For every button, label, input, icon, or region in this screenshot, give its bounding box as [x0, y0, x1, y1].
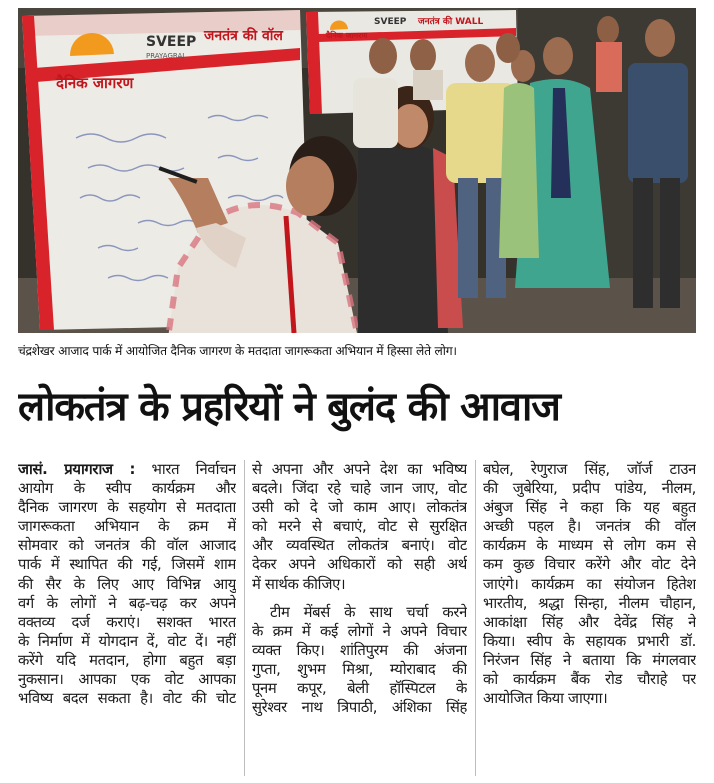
text-line: बदले। जिंदा रहे चाहे जान जाए, वोट	[252, 480, 467, 498]
column-1-opening: भारत निर्वाचन	[135, 461, 236, 478]
text-line: को कार्यक्रम बैंक रोड चौराहे पर	[483, 671, 696, 689]
text-line: उसी को दे जो काम आए। लोकतंत्र	[252, 499, 467, 517]
text-line: बघेल, रेणुराज सिंह, जॉर्ज टाउन	[483, 461, 696, 478]
board-right-brand: दैनिक जागरण	[326, 31, 368, 40]
text-line: की जुबेरिया, प्रदीप पांडेय, नीलम,	[483, 480, 696, 498]
text-line: गुप्ता, शुभम मिश्रा, म्योराबाद की	[252, 660, 467, 678]
text-line: टीम मेंबर्स के साथ चर्चा करने	[270, 603, 467, 621]
text-line: अच्छी पहल है। जनतंत्र की वॉल	[483, 518, 696, 536]
headline: लोकतंत्र के प्रहरियों ने बुलंद की आवाज	[18, 384, 560, 430]
photo-caption: चंद्रशेखर आजाद पार्क में आयोजित दैनिक जागरण के मतदाता जागरूकता अभियान में हिस्सा लेते लोग।	[18, 344, 457, 358]
text-line: के क्रम में कई लोगों ने अपने विचार	[252, 622, 467, 640]
text-line: में सार्थक कीजिए।	[252, 575, 346, 593]
text-line: निरंजन सिंह ने बताया कि मंगलवार	[483, 651, 696, 669]
text-line: के निर्माण में योगदान दें, वोट दें। नहीं	[18, 632, 236, 650]
text-line: व्यक्त किए। शांतिपुरम की अंजना	[252, 641, 467, 659]
text-line: से अपना और अपने देश का भविष्य	[252, 461, 467, 478]
text-line: अंबुज सिंह ने कहा कि यह बहुत	[483, 499, 696, 517]
text-line: पार्क में स्थापित की गई, जिसमें शाम	[18, 556, 236, 574]
text-line: की सैर के लिए आए विभिन्न आयु	[18, 575, 236, 593]
text-line: पूनम कपूर, बेली हॉस्पिटल के	[252, 680, 467, 698]
text-line: कम कुछ विचार करेंगे और वोट देने	[483, 556, 696, 574]
text-line: दैनिक जागरण के सहयोग से मतदाता	[18, 499, 236, 517]
text-line: को मरने से बचाएं, वोट से सुरक्षित	[252, 518, 467, 536]
text-line: और व्यवस्थित लोकतंत्र बनाएं। वोट	[252, 537, 467, 555]
column-divider	[475, 460, 476, 776]
text-line: जागरूकता अभियान के क्रम में	[18, 518, 236, 536]
board-right-sweep: SVEEP	[374, 17, 407, 27]
article-column-1	[18, 460, 236, 778]
news-photo	[18, 8, 696, 333]
text-line: देकर अपने अधिकारों को सही अर्थ	[252, 556, 467, 574]
text-line: आयोजित किया जाएगा।	[483, 690, 608, 708]
text-line: भारतीय, श्रद्धा सिन्हा, नीलम चौहान,	[483, 594, 696, 612]
board-left-wall: जनतंत्र की वॉल	[204, 28, 283, 44]
text-line: सुरेश्वर नाथ त्रिपाठी, अंशिका सिंह	[252, 699, 467, 717]
column-divider	[244, 460, 245, 776]
text-line: आकांक्षा सिंह और देवेंद्र सिंह ने	[483, 613, 696, 631]
text-line: सोमवार को जनतंत्र की वॉल आजाद	[18, 537, 236, 555]
text-line: किया। स्वीप के सहायक प्रभारी डॉ.	[483, 632, 696, 650]
column-1-first-line	[18, 460, 236, 479]
board-left-brand: दैनिक जागरण	[56, 74, 134, 92]
text-line: भविष्य बदल सकता है। वोट की चोट	[18, 690, 236, 708]
paragraph-gap	[252, 594, 467, 603]
text-line: जाएंगे। कार्यक्रम का संयोजन हितेश	[483, 575, 696, 593]
photo-illustration	[18, 8, 696, 333]
board-left-sweep-sub: PRAYAGRAJ	[146, 52, 185, 60]
text-line: नुकसान। आपका एक वोट आपका	[18, 671, 236, 689]
board-right-wall: जनतंत्र की WALL	[418, 17, 484, 27]
text-line: वर्ग के लोगों ने बढ़-चढ़ कर अपने	[18, 594, 236, 612]
text-line: वक्तव्य दर्ज कराएं। सशक्त भारत	[18, 613, 236, 631]
text-line: कार्यक्रम के माध्यम से लोग कम से	[483, 537, 696, 555]
article-column-2	[252, 460, 467, 778]
text-line: आयोग के स्वीप कार्यक्रम और	[18, 480, 236, 498]
byline: जासं. प्रयागराज :	[18, 461, 136, 478]
board-left-sweep: SVEEP	[146, 34, 197, 50]
text-line: करेंगे यदि मतदान, होगा बहुत बड़ा	[18, 651, 236, 669]
article-column-3	[483, 460, 696, 778]
